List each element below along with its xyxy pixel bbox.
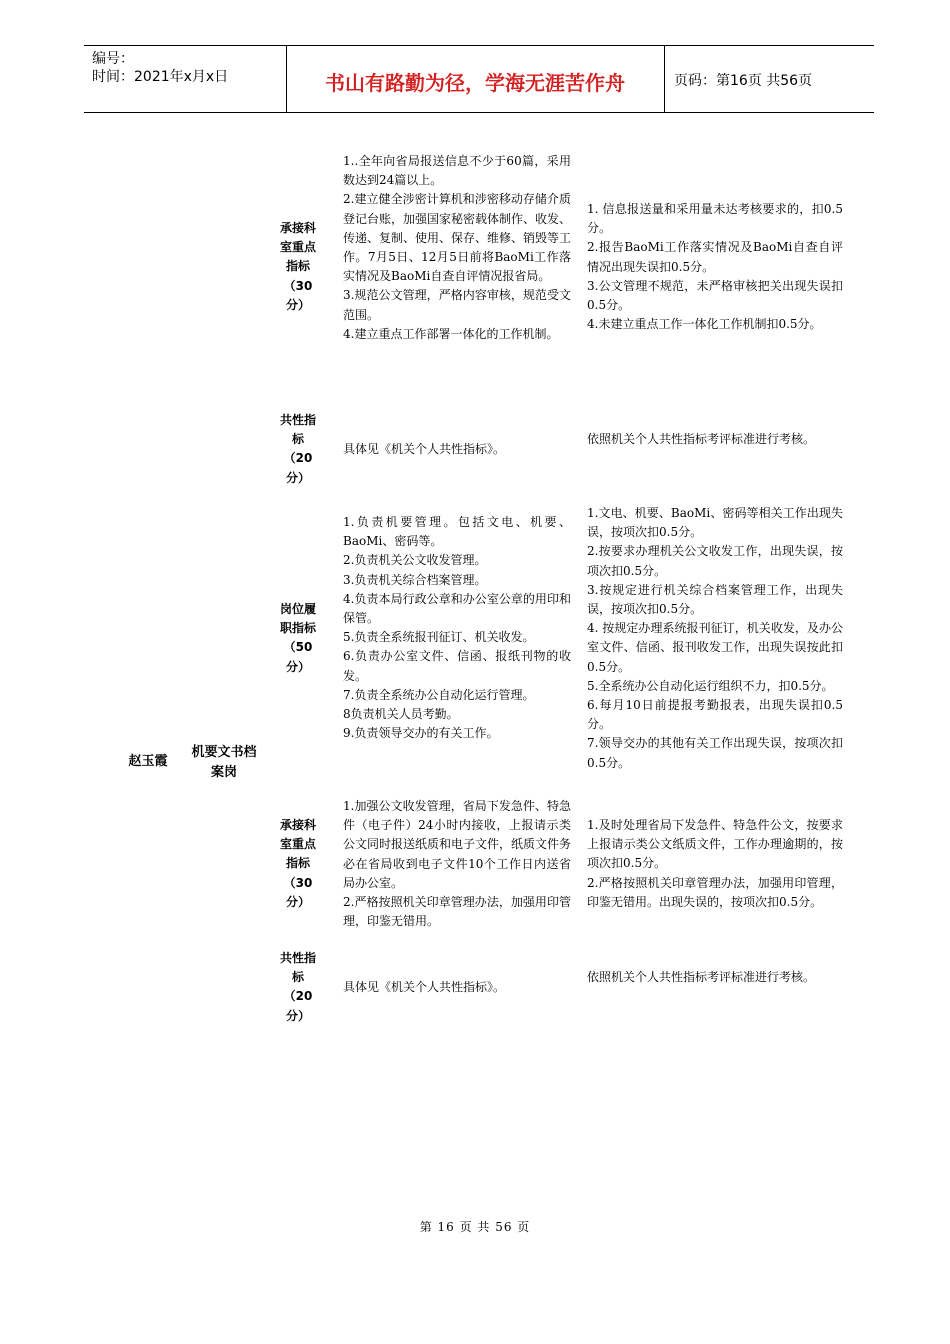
page-footer: 第 16 页 共 56 页 xyxy=(419,1220,531,1234)
section-criteria xyxy=(587,968,843,987)
section-content xyxy=(343,440,571,459)
document-time-label: 时间：2021年x月x日 xyxy=(92,69,229,85)
content-item: 7.负责全系统办公自动化运行管理。 xyxy=(343,687,535,702)
content-item: 2.严格按照机关印章管理办法，加强用印管理，印鉴无错用。 xyxy=(343,895,571,929)
criteria-item: 5.全系统办公自动化运行组织不力，扣0.5分。 xyxy=(587,678,834,693)
section-content xyxy=(343,797,571,931)
header-motto: 书山有路勤为径，学海无涯苦作舟 xyxy=(325,71,625,95)
document-number-label: 编号： xyxy=(92,51,134,67)
content-item: 3.规范公文管理，严格内容审核，规范受文范围。 xyxy=(343,288,571,322)
criteria-item: 2.按要求办理机关公文收发工作，出现失误，按项次扣0.5分。 xyxy=(587,544,843,578)
person-name: 赵玉霞 xyxy=(128,754,168,769)
section-category: 共性指标（20分） xyxy=(279,951,316,1023)
criteria-item: 1.及时处理省局下发急件、特急件公文，按要求上报请示类公文纸质文件，工作办理逾期的，按项次扣0.5分。 xyxy=(587,818,843,871)
header-meta xyxy=(92,50,287,86)
content-item: 3.负责机关综合档案管理。 xyxy=(343,572,487,587)
header-divider-right xyxy=(664,46,665,113)
criteria-item: 3.按规定进行机关综合档案管理工作，出现失误，按项次扣0.5分。 xyxy=(587,582,843,617)
criteria-item: 7.领导交办的其他有关工作出现失误，按项次扣0.5分。 xyxy=(587,736,843,770)
content-item: 具体见《机关个人共性指标》。 xyxy=(343,980,506,994)
content-item: 2.建立健全涉密计算机和涉密移动存储介质登记台账，加强国家秘密载体制作、收发、传递、复制、使用、保存、维修、销毁等工作。7月5日、12月5日前将BaoMi工作落实情况及BaoMi自查自评情况报省局。 xyxy=(343,192,572,284)
criteria-item: 6.每月10日前提报考勤报表，出现失误扣0.5分。 xyxy=(587,698,843,732)
section-content xyxy=(343,513,571,743)
section-category: 承接科室重点指标（30分） xyxy=(279,818,316,909)
criteria-item: 2.报告BaoMi工作落实情况及BaoMi自查自评情况出现失误扣0.5分。 xyxy=(587,240,843,274)
criteria-item: 4. 按规定办理系统报刊征订，机关收发，及办公室文件、信函、报刊收发工作，出现失误按此扣0.5分。 xyxy=(587,621,843,674)
person-role: 机要文书档案岗 xyxy=(191,745,257,780)
header-page-number: 页码：第16页 共56页 xyxy=(674,72,813,89)
criteria-item: 3.公文管理不规范，未严格审核把关出现失误扣0.5分。 xyxy=(587,278,843,313)
content-item: 5.负责全系统报刊征订、机关收发。 xyxy=(343,630,535,645)
section-criteria xyxy=(587,816,843,912)
content-item: 4.建立重点工作部署一体化的工作机制。 xyxy=(343,326,559,341)
content-item: 6.负责办公室文件、信函、报纸刊物的收发。 xyxy=(343,649,571,683)
page-header xyxy=(84,45,874,113)
section-category: 承接科室重点指标（30分） xyxy=(279,221,316,312)
content-item: 8负责机关人员考勤。 xyxy=(343,707,459,722)
criteria-item: 1.文电、机要、BaoMi、密码等相关工作出现失误，按项次扣0.5分。 xyxy=(587,506,843,540)
section-criteria xyxy=(587,200,843,334)
section-category: 岗位履职指标（50分） xyxy=(279,602,316,674)
content-item: 2.负责机关公文收发管理。 xyxy=(343,553,487,568)
criteria-item: 依照机关个人共性指标考评标准进行考核。 xyxy=(587,432,816,446)
criteria-item: 2.严格按照机关印章管理办法，加强用印管理，印鉴无错用。出现失误的，按项次扣0.5分。 xyxy=(587,875,843,909)
criteria-item: 依照机关个人共性指标考评标准进行考核。 xyxy=(587,970,816,984)
content-item: 9.负责领导交办的有关工作。 xyxy=(343,726,499,741)
section-category: 共性指标（20分） xyxy=(279,413,316,485)
content-item: 具体见《机关个人共性指标》。 xyxy=(343,442,506,456)
content-item: 4.负责本局行政公章和办公室公章的用印和保管。 xyxy=(343,591,571,626)
content-item: 1..全年向省局报送信息不少于60篇，采用数达到24篇以上。 xyxy=(343,154,571,188)
section-criteria xyxy=(587,430,843,449)
criteria-item: 1. 信息报送量和采用量未达考核要求的，扣0.5分。 xyxy=(587,202,843,236)
section-content xyxy=(343,978,571,997)
section-criteria xyxy=(587,504,843,773)
section-content xyxy=(343,152,571,344)
content-item: 1.负责机要管理。包括文电、机要、BaoMi、密码等。 xyxy=(343,515,571,549)
criteria-item: 4.未建立重点工作一体化工作机制扣0.5分。 xyxy=(587,317,822,332)
content-item: 1.加强公文收发管理，省局下发急件、特急件（电子件）24小时内接收，上报请示类公文同时报送纸质和电子文件，纸质文件务必在省局收到电子文件10个工作日内送省局办公室。 xyxy=(343,799,572,890)
